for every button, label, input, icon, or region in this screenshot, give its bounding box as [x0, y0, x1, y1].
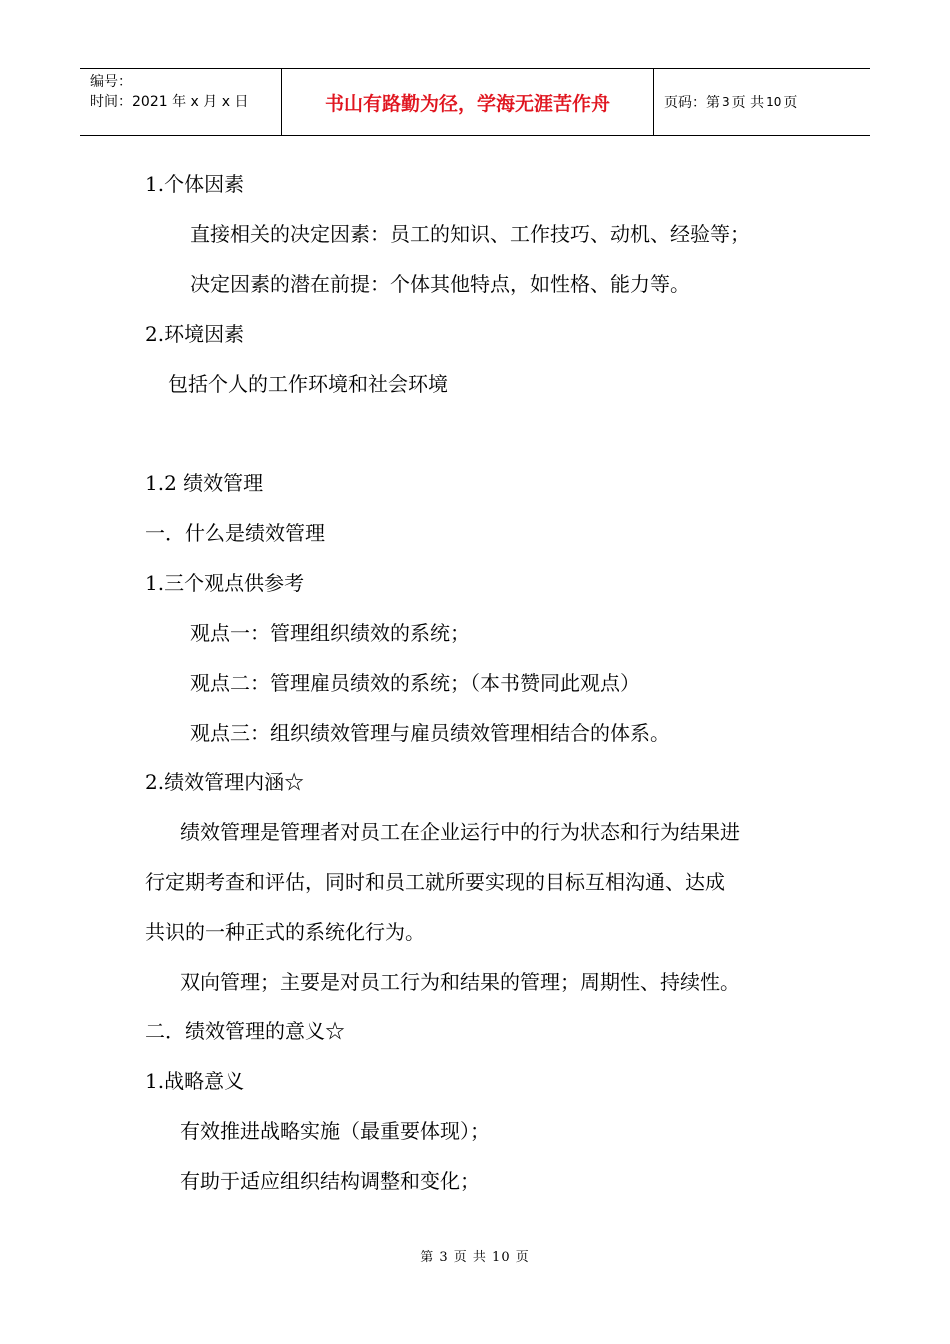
paragraph-structure-adjustment: 有助于适应组织结构调整和变化；: [180, 1169, 480, 1193]
heading-individual-factors: 1.个体因素: [145, 172, 245, 196]
page-suffix: 页: [783, 95, 798, 111]
paragraph-view-two: 观点二：管理雇员绩效的系统；（本书赞同此观点）: [190, 671, 640, 695]
header-motto: 书山有路勤为径，学海无涯苦作舟: [282, 69, 654, 135]
heading-strategic-significance: 1.战略意义: [145, 1069, 245, 1093]
paragraph-direct-factors: 直接相关的决定因素：员工的知识、工作技巧、动机、经验等；: [190, 222, 750, 246]
header-page-info: [654, 69, 870, 135]
paragraph-definition-line2: 行定期考查和评估，同时和员工就所要实现的目标互相沟通、达成: [145, 870, 725, 894]
page-prefix: 页码：第: [664, 95, 720, 111]
paragraph-strategy-implementation: 有效推进战略实施（最重要体现）；: [180, 1119, 490, 1143]
heading-environment-factors: 2.环境因素: [145, 322, 245, 346]
paragraph-environment: 包括个人的工作环境和社会环境: [168, 372, 448, 396]
header-meta: [80, 69, 282, 135]
section-heading-performance-management: 1.2 绩效管理: [145, 471, 264, 495]
heading-pm-significance: 二．绩效管理的意义☆: [145, 1019, 345, 1043]
page-mid: 页 共: [731, 95, 765, 111]
number-label: 编号：: [90, 74, 132, 90]
page-footer: 第 3 页 共 10 页: [420, 1250, 530, 1265]
paragraph-definition-line1: 绩效管理是管理者对员工在企业运行中的行为状态和行为结果进: [180, 820, 740, 844]
paragraph-definition-line3: 共识的一种正式的系统化行为。: [145, 920, 425, 944]
page-header: [80, 68, 870, 136]
page-total: 10: [766, 95, 782, 109]
heading-what-is-pm: 一．什么是绩效管理: [145, 521, 325, 545]
paragraph-view-three: 观点三：组织绩效管理与雇员绩效管理相结合的体系。: [190, 721, 670, 745]
paragraph-view-one: 观点一：管理组织绩效的系统；: [190, 621, 470, 645]
heading-three-views: 1.三个观点供参考: [145, 571, 305, 595]
page-number: 3: [722, 95, 730, 109]
heading-pm-connotation: 2.绩效管理内涵☆: [145, 770, 305, 794]
paragraph-potential-premise: 决定因素的潜在前提：个体其他特点，如性格、能力等。: [190, 272, 690, 296]
time-label: 时间：2021 年 x 月 x 日: [90, 94, 249, 110]
paragraph-two-way-management: 双向管理；主要是对员工行为和结果的管理；周期性、持续性。: [180, 970, 740, 994]
